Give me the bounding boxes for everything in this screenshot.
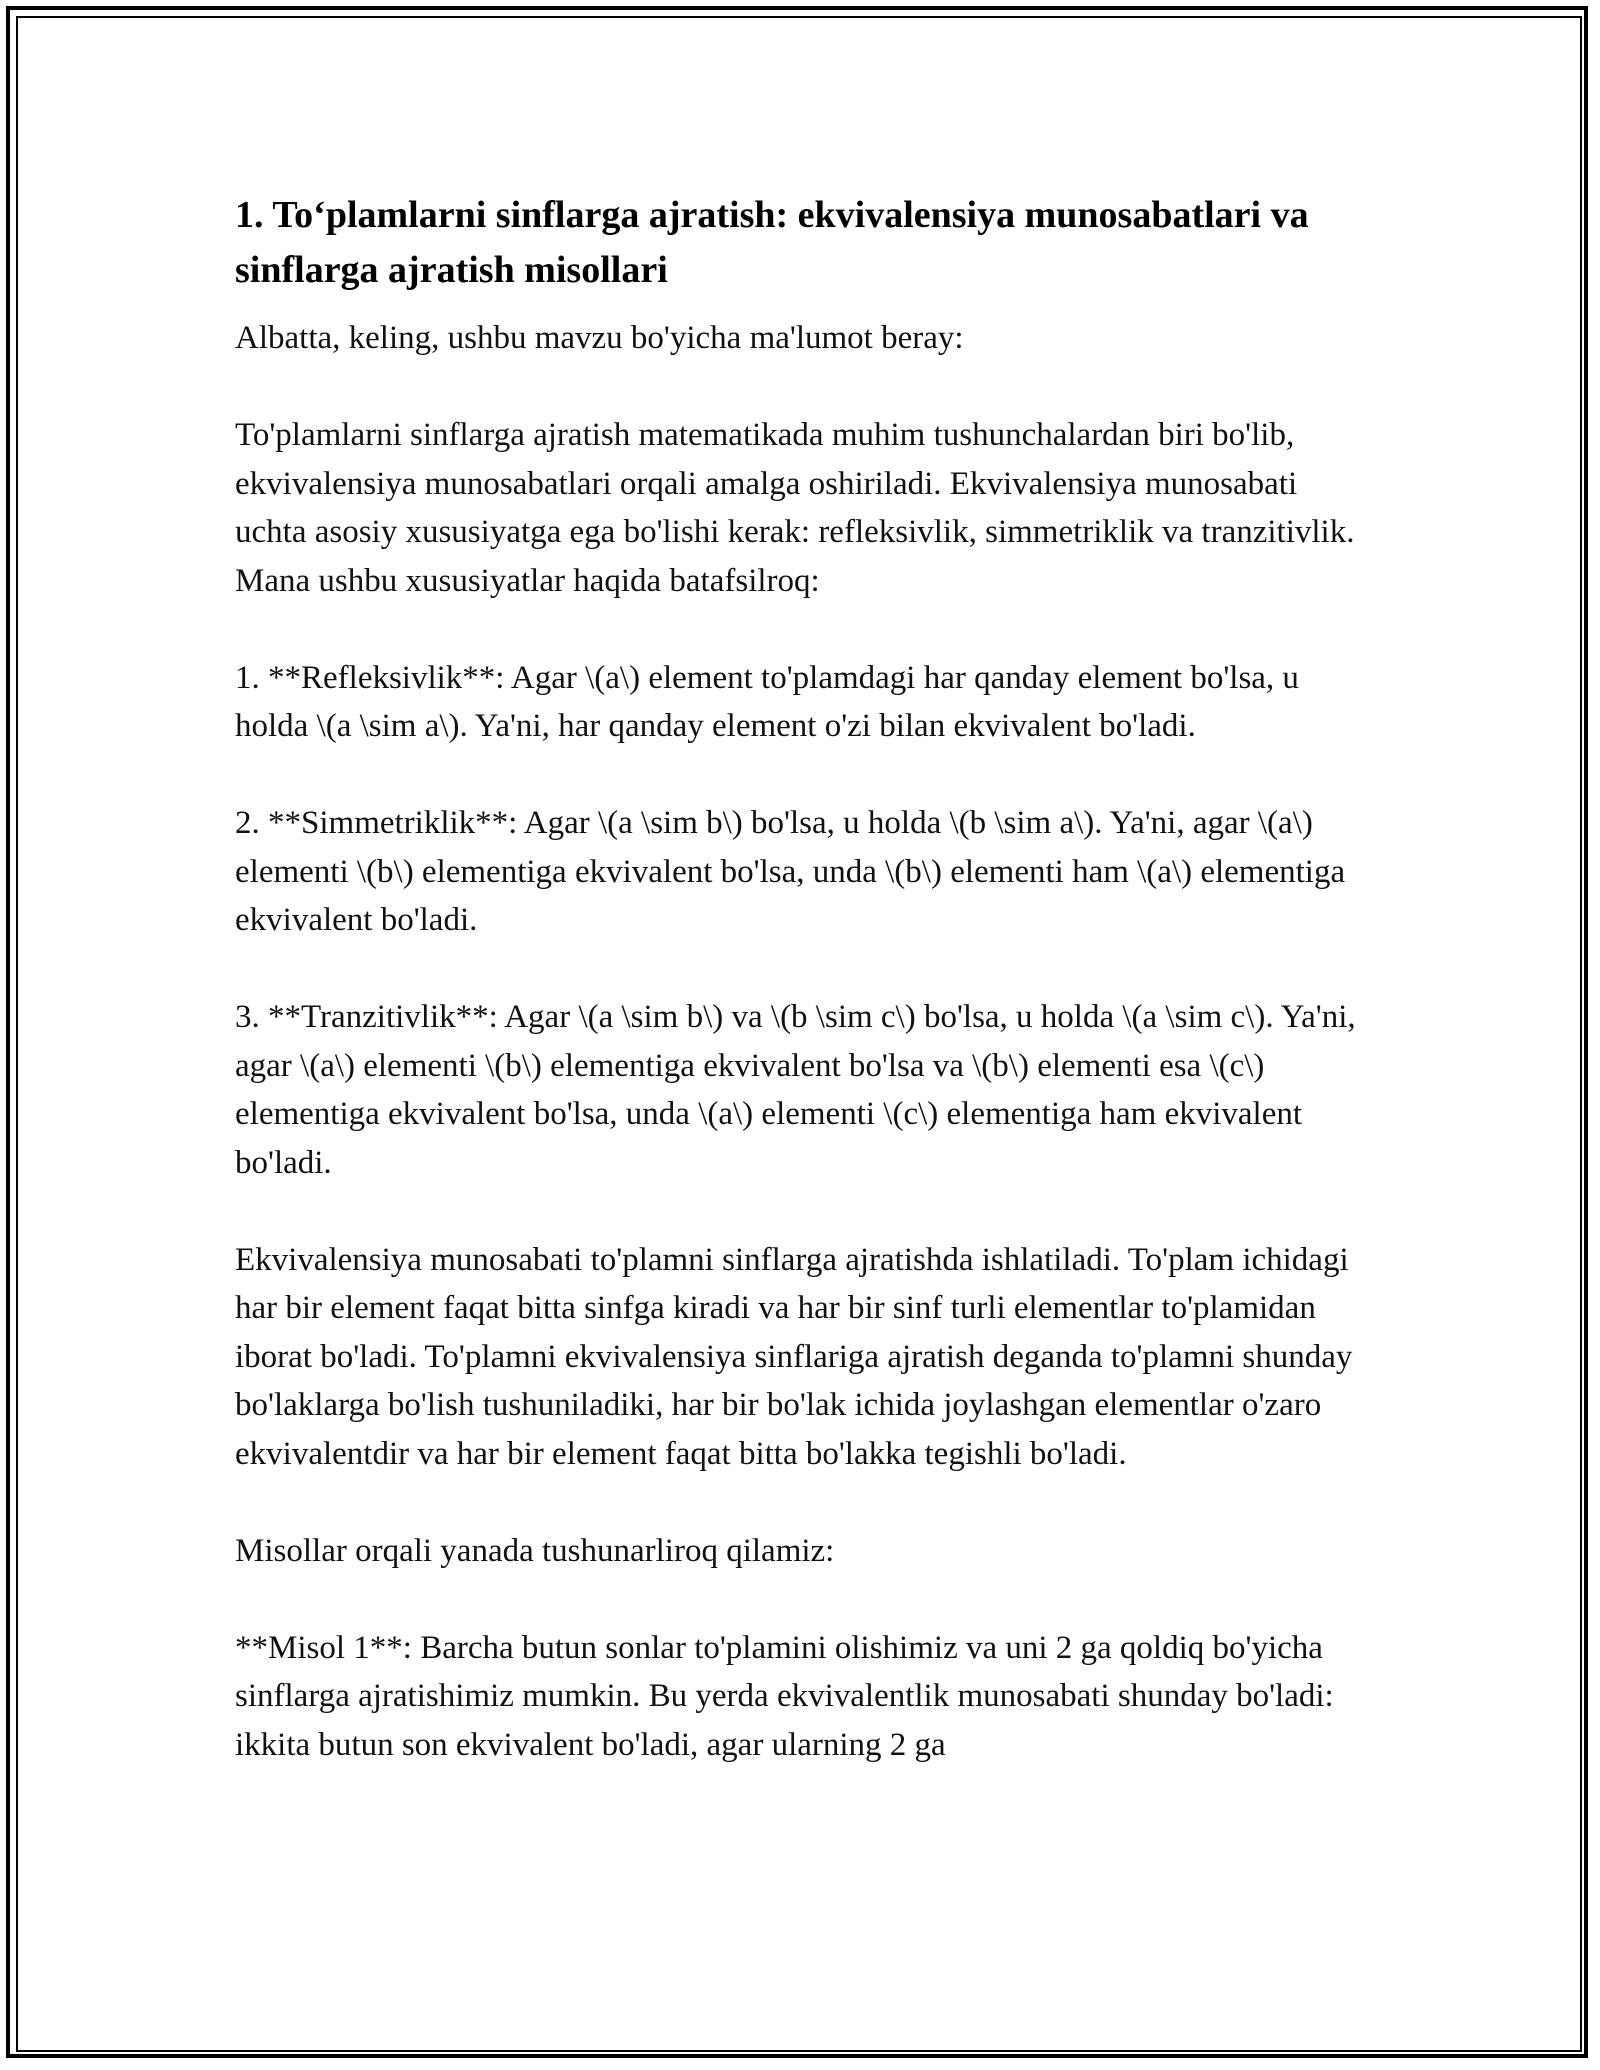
document-body	[235, 188, 1375, 1769]
intro-paragraph: Albatta, keling, ushbu mavzu bo'yicha ma'lumot beray:	[235, 320, 964, 356]
examples-intro-paragraph: Misollar orqali yanada tushunarliroq qilamiz:	[235, 1532, 835, 1569]
transitivity-paragraph: 3. **Tranzitivlik**: Agar \(a \sim b\) va \(b \sim c\) bo'lsa, u holda \(a \sim c\). Ya'ni, agar \(a\) elementi \(b\) elementiga ekvivalent bo'lsa va \(b\) elementi esa \(c\) elementiga ekvivalent bo'lsa, unda \(a\) elementi \(c\) elementiga ham ekvivalent bo'ladi.	[235, 999, 1356, 1181]
document-title: 1. To‘plamlarni sinflarga ajratish: ekvivalensiya munosabatlari va sinflarga ajratish misollari	[235, 194, 1309, 291]
definition-paragraph: To'plamlarni sinflarga ajratish matematikada muhim tushunchalardan biri bo'lib, ekvivalensiya munosabatlari orqali amalga oshiriladi. Ekvivalensiya munosabati uchta asosiy xususiyatga ega bo'lishi kerak: refleksivlik, simmetriklik va tranzitivlik. Mana ushbu xususiyatlar haqida batafsilroq:	[235, 417, 1355, 599]
reflexivity-paragraph: 1. **Refleksivlik**: Agar \(a\) element to'plamdagi har qanday element bo'lsa, u holda \(a \sim a\). Ya'ni, har qanday element o'zi bilan ekvivalent bo'ladi.	[235, 659, 1299, 744]
symmetry-paragraph: 2. **Simmetriklik**: Agar \(a \sim b\) bo'lsa, u holda \(b \sim a\). Ya'ni, agar \(a\) elementi \(b\) elementiga ekvivalent bo'lsa, unda \(b\) elementi ham \(a\) elementiga ekvivalent bo'ladi.	[235, 805, 1346, 938]
partition-paragraph: Ekvivalensiya munosabati to'plamni sinflarga ajratishda ishlatiladi. To'plam ichidagi har bir element faqat bitta sinfga kiradi va har bir sinf turli elementlar to'plamidan iborat bo'ladi. To'plamni ekvivalensiya sinflariga ajratish deganda to'plamni shunday bo'laklarga bo'lish tushuniladiki, har bir bo'lak ichida joylashgan elementlar o'zaro ekvivalentdir va har bir element faqat bitta bo'lakka tegishli bo'ladi.	[235, 1241, 1353, 1472]
example-1-paragraph: **Misol 1**: Barcha butun sonlar to'plamini olishimiz va uni 2 ga qoldiq bo'yicha sinflarga ajratishimiz mumkin. Bu yerda ekvivalentlik munosabati shunday bo'ladi: ikkita butun son ekvivalent bo'ladi, agar ularning 2 ga	[235, 1629, 1334, 1763]
